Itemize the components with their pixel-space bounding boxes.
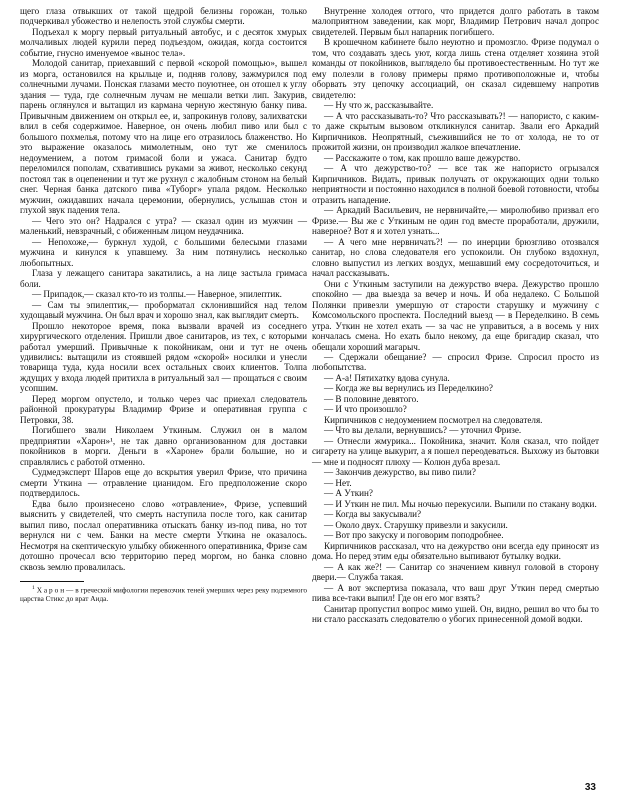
footnote	[20, 584, 307, 603]
paragraph: Глаза у лежащего санитара закатились, а на лице застыла гримаса боли.	[20, 268, 307, 289]
paragraph: — А как же?! — Санитар со значением кивнул головой в сторону двери.— Служба такая.	[312, 561, 599, 583]
paragraph: В крошечном кабинете было неуютно и промозгло. Фризе подумал о том, что создавать здесь уют, когда лишь стена отделяет хозяина этой команды от покойников, выглядело бы противоестественным. Но тут же ему полезли в голову примеры прямо противоположные и, чтобы оборвать эту цепочку ассоциаций, он сказал сидевшему напротив свидетелю:	[312, 37, 599, 100]
paragraph: Они с Уткиным заступили на дежурство вчера. Дежурство прошло спокойно — два выезда за вечер и ночь. И оба недалеко. С Большой Полянки привезли умершую от старости старушку и мужчину с Комсомольского проспекта. Последний выезд — в Переделкино. В семь утра. Уткин не хотел ехать — за час не управиться, а в восемь у них кончалась смена. Но ехать было некому, да еще бригадир сказал, что обещали хороший магарыч.	[312, 278, 599, 352]
paragraph: Подъехал к моргу первый ритуальный автобус, и с десяток хмурых молчаливых людей курили перед подъездом, ожидая, когда состоится событие, гнусно именуемое «вынос тела».	[20, 26, 307, 58]
paragraph: Внутренне холодея оттого, что придется долго работать в таком малоприятном заведении, как морг, Владимир Петрович начал допрос свидетелей. Первым был напарник погибшего.	[312, 6, 599, 37]
paragraph: Едва было произнесено слово «отравление», Фризе, успевший выяснить у свидетелей, что смерть наступила после того, как санитар выпил пиво, послал оперативника отыскать банку из-под пива, но тот вернулся ни с чем. Банки на месте смерти Уткина не оказалось. Несмотря на скептическую улыбку обиженного оперативника, Фризе сам дотошно прочесал всю территорию перед моргом, но банка словно сквозь землю провалилась.	[20, 498, 307, 572]
paragraph: Кирпичников рассказал, что на дежурство они всегда еду приносят из дома. Но перед этим еды обязательно выпивают бутылку водки.	[312, 540, 599, 562]
paragraph: — И что произошло?	[324, 404, 407, 415]
paragraph: — А-а! Пятихатку вдова сунула.	[324, 372, 450, 383]
paragraph: — И Уткин не пил. Мы ночью перекусили. Выпили по стакану водки.	[324, 498, 597, 509]
paragraph: Прошло некоторое время, пока вызвали врачей из соседнего хирургического отделения. Пришли двое санитаров, из тех, с которыми работал умерший. Привычные к покойникам, они и тут не очень удивились: вытащили из стоявшей рядом «скорой» носилки и унесли товарища туда, куда носили всех остальных своих клиентов. Толпа ждущих у входа людей притихла в ритуальный зал — прощаться с своим усопшим.	[20, 320, 307, 394]
paragraph: Судмедэксперт Шаров еще до вскрытия уверил Фризе, что причина смерти Уткина — отравление цианидом. Его предположение скоро подтвердилось.	[20, 467, 307, 499]
paragraph: — Около двух. Старушку привезли и закусили.	[324, 519, 508, 530]
paragraph: Кирпичников с недоумением посмотрел на следователя.	[324, 414, 543, 425]
paragraph: Санитар пропустил вопрос мимо ушей. Он, видно, решил во что бы то ни стало рассказать следователю о убогих принесенной домой водки.	[312, 603, 599, 625]
paragraph: — Сам ты эпилептик,— проборматал склонившийся над телом худощавый мужчина. Он был врач и хорошо знал, как выглядит смерть.	[20, 299, 307, 321]
paragraph: — Припадок,— сказал кто-то из толпы.— Наверное, эпилептик.	[32, 289, 282, 300]
right-text-column	[312, 6, 599, 625]
paragraph: — Ну что ж, рассказывайте.	[324, 100, 434, 111]
left-text-column	[20, 6, 307, 603]
paragraph: — А Уткин?	[324, 488, 373, 499]
paragraph: — Закончив дежурство, вы пиво пили?	[324, 467, 476, 478]
paragraph: — А что дежурство-то? — все так же напористо огрызался Кирпичников. Видать, привык получать от окружающих одни только неприятности и постоянно находился в полной боевой готовности, чтобы отразить нападение.	[312, 163, 599, 205]
paragraph: — Когда же вы вернулись из Переделкино?	[324, 383, 493, 394]
paragraph: — Непохоже,— буркнул худой, с большими белесыми глазами мужчина и кинулся к упавшему. За ним потянулись несколько любопытных.	[20, 236, 307, 268]
paragraph: Погибшего звали Николаем Уткиным. Служил он в малом предприятии «Харон»¹, не так давно организованном для доставки покойников в морги. Деньги в «Хароне» брали большие, но и справлялись с работой отменно.	[20, 425, 307, 467]
paragraph: — А вот экспертиза показала, что ваш друг Уткин перед смертью пива все-таки выпил! Где он его мог взять?	[312, 582, 599, 604]
footnote-divider	[20, 581, 84, 582]
paragraph: щего глаза отвыкших от такой щедрой белизны горожан, только подчеркивал убожество и нелепость этой службы смерти.	[20, 6, 307, 27]
page-number: 33	[584, 782, 596, 793]
paragraph: Молодой санитар, приехавший с первой «скорой помощью», вышел из морга, остановился на крыльце и, подняв голову, зажмурился под солнечными лучами. Понская глазами место поуютнее, он отошел к углу здания — туда, где солнечным лучам не мешали ветки лип. Закурив, парень оглянулся и вытащил из кармана черную жестяную банку пива. Привычным движением он открыл ее, и, запрокинув голову, залихватски влил в себя содержимое. Наверное, он очень любил пиво или был с большого похмелья, потому что на лице его отразилось блаженство. Но это выражение оказалось мимолетным, оно тут же сменилось недоумением, а потом гримасой боли и ужаса. Санитар будто переломился пополам, схватившись руками за живот, несколько секунд постоял так в оцепенении и тут же рухнул с жалобным стоном на белый снег. Черная банка датского пива «Туборг» упала рядом. Несколько мужчин, ожидавших начала церемонии, обернулись, услышав стон и глухой звук падения тела.	[20, 58, 307, 216]
footnote-mark: 1	[32, 585, 35, 592]
paragraph: Перед моргом опустело, и только через час приехал следователь районной прокуратуры Владимир Фризе и оперативная группа с Петровки, 38.	[20, 393, 307, 425]
paragraph: — Расскажите о том, как прошло ваше дежурство.	[324, 152, 521, 163]
paragraph: — Сдержали обещание? — спросил Фризе. Спросил просто из любопытства.	[312, 351, 599, 373]
paragraph: — Аркадий Васильевич, не нервничайте,— миролюбиво призвал его Фризе.— Вы же с Уткиным не один год вместе проработали, дружили, наверное? Вот я и хотел узнать...	[312, 205, 599, 237]
footnote-text: Х а р о н — в греческой мифологии перевозчик теней умерших через реку подземного царства Стикс до врат Аида.	[20, 585, 308, 603]
paragraph: — А чего мне нервничать?! — по инерции брюзгливо отозвался санитар, но слова следователя его успокоили. Он глубоко вздохнул, словно выпустил из легких воздух, мешавший ему сосредоточиться, и начал рассказывать.	[312, 236, 599, 279]
paragraph: — Вот про закуску и поговорим поподробнее.	[324, 530, 504, 541]
paragraph: — Чего это он? Надрался с утра? — сказал один из мужчин — маленький, невзрачный, с обиженным лицом неудачника.	[20, 215, 307, 237]
paragraph: — Когда вы закусывали?	[324, 509, 422, 520]
paragraph: — В половине девятого.	[324, 393, 419, 404]
paragraph: — Отнесли жмурика... Покойника, значит. Коля сказал, что пойдет сигарету на улице выкурит, а я пошел переодеваться. Выхожу из бытовки — мне и подносят плюху — Колюн дуба врезал.	[312, 435, 599, 467]
paragraph: — Что вы делали, вернувшись? — уточнил Фризе.	[324, 425, 522, 436]
paragraph: — Нет.	[324, 477, 352, 488]
paragraph: — А что рассказывать-то? Что рассказывать?! — напористо, с каким-то даже скрытым вызовом откликнулся санитар. Звали его Аркадий Кирпичников. Неопрятный, съежившийся не то от холода, не то от прожитой жизни, он производил жалкое впечатление.	[312, 110, 599, 153]
